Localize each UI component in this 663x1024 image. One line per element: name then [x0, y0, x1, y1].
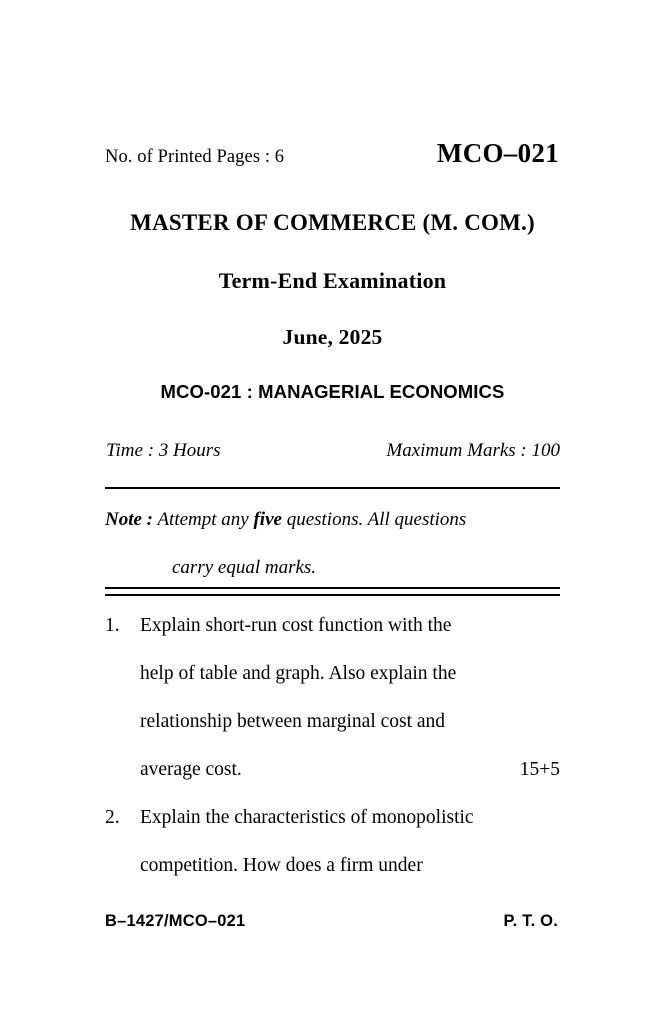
- printed-pages-label: No. of Printed Pages : 6: [105, 147, 285, 167]
- questions-top-rule: [105, 587, 560, 596]
- paper-code: MCO–021: [436, 138, 559, 168]
- question-marks: 15+5: [519, 759, 560, 780]
- question-text-row: [105, 842, 560, 890]
- footer-turn-over: P. T. O.: [503, 912, 558, 930]
- footer-paper-reference: B–1427/MCO–021: [105, 912, 246, 930]
- exam-type-title: Term-End Examination: [218, 268, 447, 293]
- exam-session: June, 2025: [282, 325, 383, 349]
- exam-maximum-marks: Maximum Marks : 100: [386, 440, 560, 461]
- question-text-line: Explain the characteristics of monopolistic: [140, 807, 474, 828]
- note-line-2: carry equal marks.: [172, 557, 317, 578]
- question-text-line: Explain short-run cost function with the: [140, 615, 452, 636]
- course-title: MCO-021 : MANAGERIAL ECONOMICS: [160, 381, 505, 402]
- exam-info-row: [105, 440, 560, 462]
- question-text-line: competition. How does a firm under: [140, 855, 423, 876]
- question-text-line: average cost.: [140, 759, 242, 780]
- question-number: 2.: [105, 807, 120, 828]
- question-item: [105, 602, 560, 650]
- note-line-1: [105, 496, 560, 544]
- note-block: [105, 496, 560, 592]
- question-text-row: [105, 650, 560, 698]
- exam-duration: Time : 3 Hours: [106, 440, 221, 461]
- question-text-row: [105, 746, 560, 794]
- question-text-line: relationship between marginal cost and: [140, 711, 446, 732]
- question-number: 1.: [105, 615, 120, 636]
- note-text-before: Attempt any: [157, 509, 249, 530]
- question-text-row: [105, 698, 560, 746]
- note-text-after: questions. All questions: [286, 509, 467, 530]
- question-last-line: [140, 759, 560, 780]
- page-footer: [105, 912, 560, 931]
- header-row: [105, 138, 560, 169]
- note-top-rule: [105, 487, 560, 489]
- questions-list: [105, 602, 560, 890]
- question-text-line: help of table and graph. Also explain the: [140, 663, 457, 684]
- question-item: [105, 794, 560, 842]
- note-emphasis: five: [253, 509, 282, 530]
- note-label: Note :: [105, 509, 154, 530]
- programme-title: MASTER OF COMMERCE (M. COM.): [130, 210, 535, 235]
